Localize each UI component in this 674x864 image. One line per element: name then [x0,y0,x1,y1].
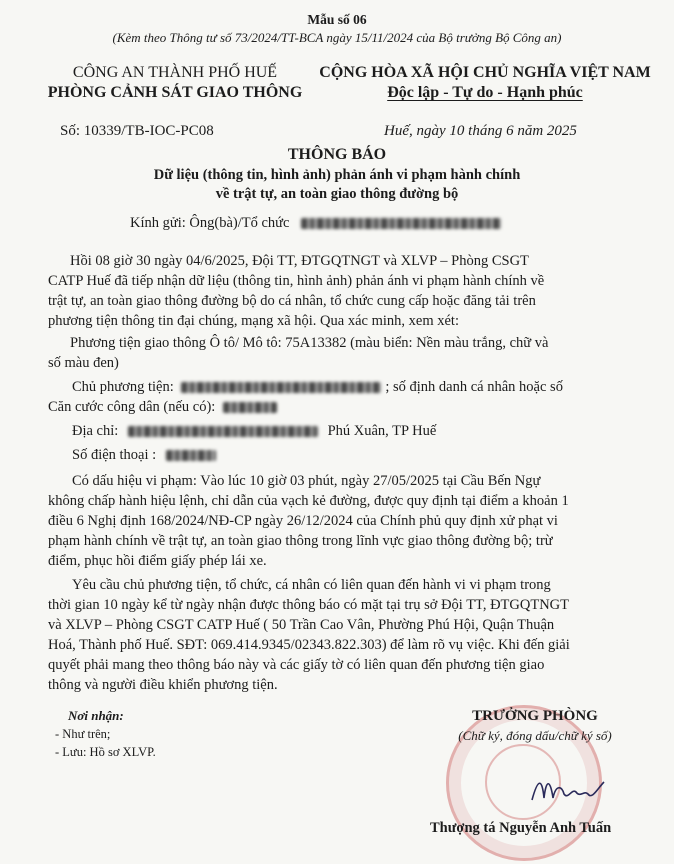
address-label: Địa chỉ: [72,423,119,439]
request-line2: thời gian 10 ngày kể từ ngày nhận được thông báo có mặt tại trụ sở Đội TT, ĐTGQTNGT [48,597,570,613]
redacted-owner-name [181,382,381,393]
citizen-id-line [48,397,277,418]
redacted-recipient [301,218,501,229]
signer-name: Thượng tá Nguyễn Anh Tuấn [430,820,612,836]
document-date: Huế, ngày 10 tháng 6 năm 2025 [384,123,577,139]
signature-note: (Chữ ký, đóng dấu/chữ ký số) [458,728,612,743]
form-number: Mẫu số 06 [307,12,367,27]
handwritten-signature [528,770,608,810]
document-number: Số: 10339/TB-IOC-PC08 [60,123,214,139]
owner-id-label: ; số định danh cá nhân hoặc số [385,379,563,395]
page-title: THÔNG BÁO [287,146,387,163]
violation-line5: điểm, phục hồi điểm giấy phép lái xe. [48,553,267,569]
national-title: CỘNG HÒA XÃ HỘI CHỦ NGHĨA VIỆT NAM [319,64,651,81]
address-line [72,421,436,442]
recipients-heading: Nơi nhận: [68,708,124,723]
violation-line2: không chấp hành hiệu lệnh, chỉ dẫn của vạch kẻ đường, được quy định tại điểm a khoản 1 [48,493,569,509]
form-reference: (Kèm theo Thông tư số 73/2024/TT-BCA ngày 15/11/2024 của Bộ trưởng Bộ Công an) [112,30,562,45]
violation-line4: phạm hành chính về trật tự, an toàn giao thông trong lĩnh vực giao thông đường bộ; trừ [48,533,553,549]
vehicle-line2: số màu đen) [48,355,119,371]
agency-parent: CÔNG AN THÀNH PHỐ HUẾ [72,64,278,81]
request-line6: thông và người điều khiển phương tiện. [48,677,278,693]
recipient-item-2: - Lưu: Hồ sơ XLVP. [55,745,156,759]
vehicle-line1: Phương tiện giao thông Ô tô/ Mô tô: 75A13382 (màu biển: Nền màu trắng, chữ và [70,335,549,351]
phone-line [72,445,216,466]
owner-label: Chủ phương tiện: [72,379,174,395]
intro-line4: phương tiện thông tin đại chúng, mạng xã hội. Qua xác minh, xem xét: [48,313,459,329]
violation-line1: Có dấu hiệu vi phạm: Vào lúc 10 giờ 03 phút, ngày 27/05/2025 tại Cầu Bến Ngự [72,473,541,489]
title-subject-line2: về trật tự, an toàn giao thông đường bộ [215,186,459,202]
phone-label: Số điện thoại : [72,447,157,463]
address-city: Phú Xuân, TP Huế [327,423,437,439]
request-line1: Yêu cầu chủ phương tiện, tổ chức, cá nhân có liên quan đến hành vi vi phạm trong [72,577,551,593]
redacted-address [128,426,318,437]
signer-title: TRƯỞNG PHÒNG [472,708,598,724]
redacted-citizen-id [223,402,277,413]
intro-line3: trật tự, an toàn giao thông đường bộ do cá nhân, tổ chức cung cấp hoặc đăng tải trên [48,293,536,309]
citizen-id-label: Căn cước công dân (nếu có): [48,399,216,415]
request-line5: quyết phải mang theo thông báo này và các giấy tờ có liên quan đến phương tiện giao [48,657,545,673]
intro-line1: Hồi 08 giờ 30 ngày 04/6/2025, Đội TT, ĐTGQTNGT và XLVP – Phòng CSGT [70,253,529,269]
violation-line3: điều 6 Nghị định 168/2024/NĐ-CP ngày 26/12/2024 của Chính phủ quy định xử phạt vi [48,513,558,529]
redacted-phone [166,450,216,461]
request-line3: và XLVP – Phòng CSGT CATP Huế ( 50 Trần Cao Vân, Phường Phú Hội, Quận Thuận [48,617,555,633]
intro-line2: CATP Huế đã tiếp nhận dữ liệu (thông tin, hình ảnh) phản ánh vi phạm hành chính về [48,273,545,289]
agency-name: PHÒNG CẢNH SÁT GIAO THÔNG [47,84,303,101]
owner-line [72,377,563,398]
request-line4: Hoá, Thành phố Huế. SĐT: 069.414.9345/02343.822.303) để làm rõ vụ việc. Khi đến giải [48,637,570,653]
national-motto: Độc lập - Tự do - Hạnh phúc [387,84,583,101]
recipient-line [130,213,501,234]
recipient-label: Kính gửi: Ông(bà)/Tổ chức [130,215,290,231]
title-subject-line1: Dữ liệu (thông tin, hình ảnh) phản ánh vi phạm hành chính [153,167,521,183]
recipient-item-1: - Như trên; [55,727,111,741]
